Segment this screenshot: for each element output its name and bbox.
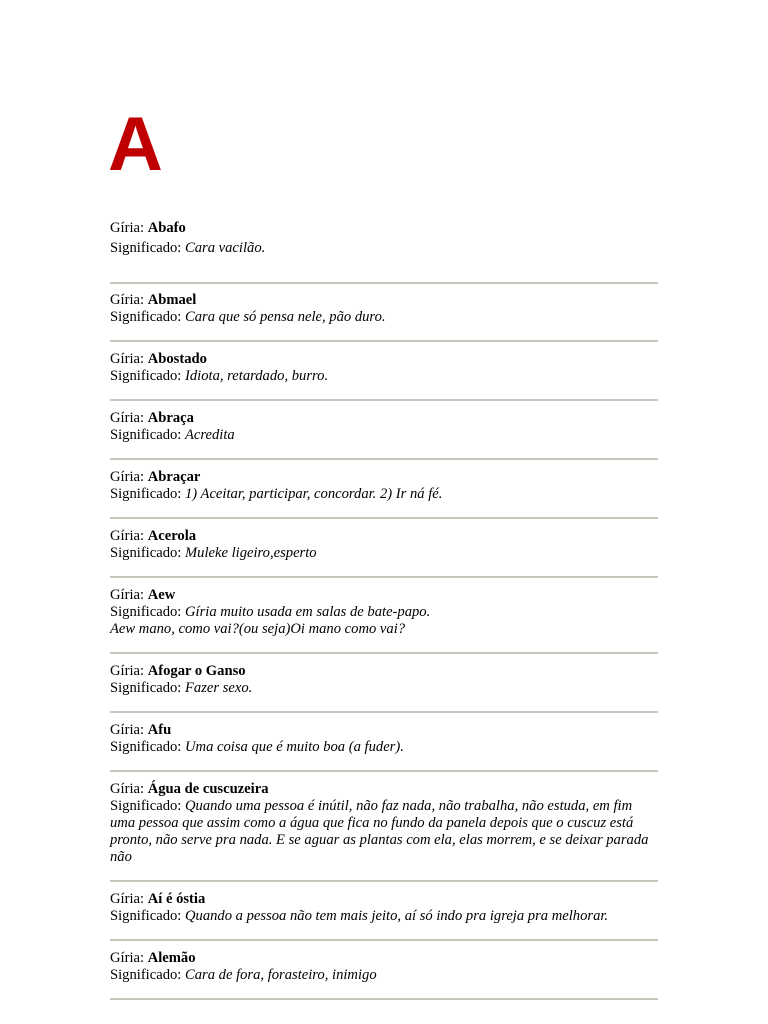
glossary-entry — [110, 663, 658, 713]
term-prefix: Gíria: — [110, 220, 148, 236]
term: Aí é óstia — [147, 891, 206, 907]
meaning-line — [110, 486, 658, 503]
meaning-line — [110, 368, 658, 385]
meaning-line — [110, 309, 658, 326]
meaning: Muleke ligeiro,esperto — [185, 545, 317, 561]
meaning-line — [110, 545, 658, 562]
meaning-prefix: Significado: — [110, 680, 185, 696]
meaning-prefix: Significado: — [110, 604, 185, 620]
meaning-line — [110, 798, 658, 866]
meaning: Acredita — [185, 427, 235, 443]
glossary-entry — [110, 292, 658, 342]
meaning-prefix: Significado: — [110, 240, 185, 256]
meaning: Gíria muito usada em salas de bate-papo. — [185, 604, 431, 620]
term-prefix: Gíria: — [110, 891, 148, 907]
term-line — [110, 722, 658, 739]
glossary-entry — [110, 781, 658, 882]
term: Abraça — [147, 410, 194, 426]
term: Abafo — [147, 220, 186, 236]
glossary-entry — [110, 220, 658, 284]
term-prefix: Gíria: — [110, 469, 148, 485]
meaning: Cara de fora, forasteiro, inimigo — [185, 967, 377, 983]
term-line — [110, 587, 658, 604]
term-prefix: Gíria: — [110, 950, 148, 966]
glossary-entry — [110, 891, 658, 941]
term-line — [110, 950, 658, 967]
meaning-line — [110, 240, 658, 257]
term-line — [110, 663, 658, 680]
section-letter: A — [108, 102, 163, 187]
term-prefix: Gíria: — [110, 351, 148, 367]
term-prefix: Gíria: — [110, 722, 148, 738]
meaning-line — [110, 680, 658, 697]
term-line — [110, 292, 658, 309]
term: Aew — [147, 587, 176, 603]
glossary-entry — [110, 722, 658, 772]
meaning: Uma coisa que é muito boa (a fuder). — [185, 739, 404, 755]
meaning-prefix: Significado: — [110, 545, 185, 561]
meaning-line — [110, 427, 658, 444]
term-prefix: Gíria: — [110, 528, 148, 544]
glossary-entry — [110, 950, 658, 1000]
meaning-prefix: Significado: — [110, 967, 185, 983]
meaning-line — [110, 908, 658, 925]
meaning: Fazer sexo. — [185, 680, 253, 696]
glossary-entry — [110, 469, 658, 519]
term: Afogar o Ganso — [147, 663, 246, 679]
meaning-prefix: Significado: — [110, 486, 185, 502]
meaning-prefix: Significado: — [110, 739, 185, 755]
meaning-line — [110, 604, 658, 621]
meaning: Idiota, retardado, burro. — [185, 368, 329, 384]
term: Acerola — [147, 528, 197, 544]
meaning-line — [110, 739, 658, 756]
term-prefix: Gíria: — [110, 663, 148, 679]
glossary-entry — [110, 410, 658, 460]
meaning-prefix: Significado: — [110, 798, 185, 814]
meaning-example: Aew mano, como vai?(ou seja)Oi mano como vai? — [110, 621, 406, 637]
meaning: Cara vacilão. — [185, 240, 266, 256]
meaning-prefix: Significado: — [110, 908, 185, 924]
term-prefix: Gíria: — [110, 587, 148, 603]
term: Abostado — [147, 351, 207, 367]
term: Afu — [147, 722, 172, 738]
term-line — [110, 410, 658, 427]
term: Abraçar — [147, 469, 201, 485]
glossary-list — [110, 220, 658, 1009]
term-line — [110, 781, 658, 798]
meaning: Cara que só pensa nele, pão duro. — [185, 309, 386, 325]
glossary-entry — [110, 351, 658, 401]
meaning-line — [110, 967, 658, 984]
term-line — [110, 891, 658, 908]
term-prefix: Gíria: — [110, 292, 148, 308]
term-line — [110, 220, 658, 237]
term-prefix: Gíria: — [110, 781, 148, 797]
term-line — [110, 528, 658, 545]
meaning-prefix: Significado: — [110, 309, 185, 325]
meaning: Quando uma pessoa é inútil, não faz nada, não trabalha, não estuda, em fim uma pessoa que assim como a água que fica no fundo da panela depois que o cuscuz está pronto, não serve pra nada. E se aguar as plantas com ela, elas morrem, e se deixar parada não — [110, 798, 649, 865]
meaning-prefix: Significado: — [110, 427, 185, 443]
glossary-entry — [110, 528, 658, 578]
term-line — [110, 351, 658, 368]
meaning-prefix: Significado: — [110, 368, 185, 384]
term: Alemão — [147, 950, 196, 966]
meaning: 1) Aceitar, participar, concordar. 2) Ir ná fé. — [185, 486, 443, 502]
term-prefix: Gíria: — [110, 410, 148, 426]
term-line — [110, 469, 658, 486]
term: Abmael — [147, 292, 197, 308]
term: Água de cuscuzeira — [147, 781, 269, 797]
glossary-entry — [110, 587, 658, 654]
meaning: Quando a pessoa não tem mais jeito, aí só indo pra igreja pra melhorar. — [185, 908, 609, 924]
